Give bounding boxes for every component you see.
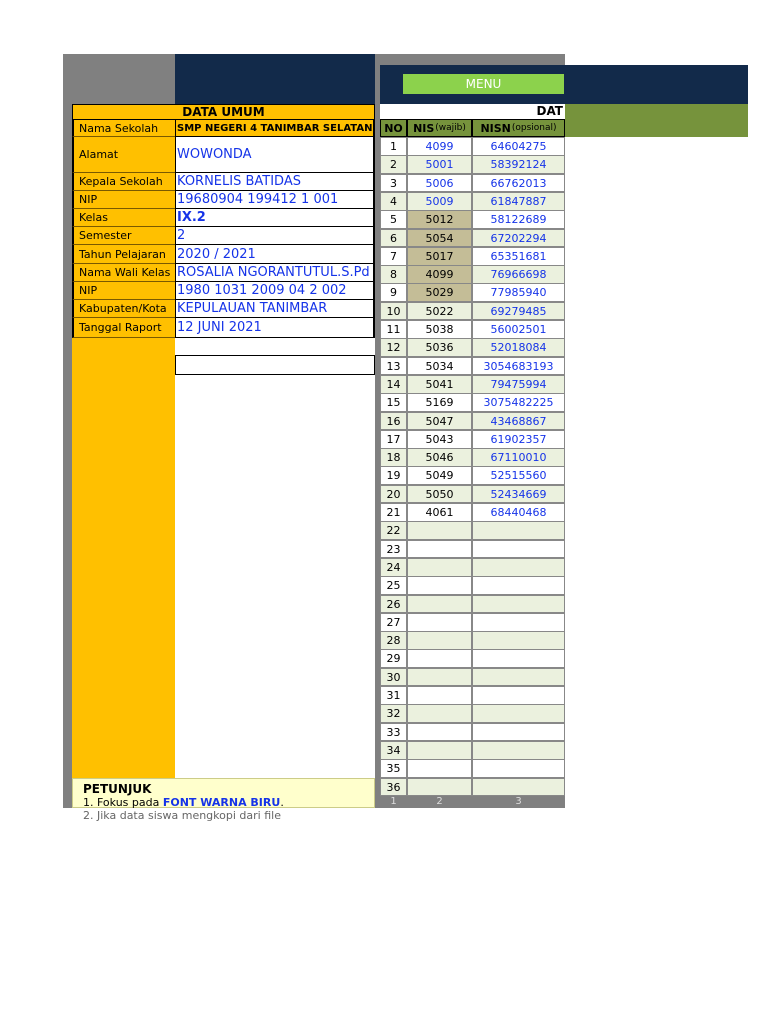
nisn-cell[interactable] xyxy=(472,595,565,614)
nis-cell[interactable] xyxy=(407,778,472,797)
menu-button[interactable]: MENU xyxy=(403,74,564,94)
nis-cell[interactable] xyxy=(407,576,472,595)
data-umum-title: DATA UMUM xyxy=(72,104,375,120)
row-number: 13 xyxy=(380,357,407,376)
nisn-cell[interactable]: 79475994 xyxy=(472,375,565,394)
nisn-cell[interactable]: 58392124 xyxy=(472,155,565,174)
nis-cell[interactable] xyxy=(407,558,472,577)
nis-cell[interactable]: 5169 xyxy=(407,393,472,412)
nis-cell[interactable] xyxy=(407,631,472,650)
nis-cell[interactable]: 5054 xyxy=(407,229,472,248)
row-number: 11 xyxy=(380,320,407,339)
row-number: 29 xyxy=(380,649,407,668)
column-header-nisn xyxy=(472,119,565,137)
nis-cell[interactable]: 5049 xyxy=(407,466,472,485)
row-number: 28 xyxy=(380,631,407,650)
row-number: 33 xyxy=(380,723,407,742)
field-value[interactable]: KEPULAUAN TANIMBAR xyxy=(175,300,375,318)
header-band-olive xyxy=(565,104,748,137)
nisn-cell[interactable] xyxy=(472,558,565,577)
data-siswa-title: DAT xyxy=(380,104,565,119)
row-number: 21 xyxy=(380,503,407,522)
petunjuk-line-1-bold: FONT WARNA BIRU xyxy=(162,796,281,809)
field-value[interactable]: KORNELIS BATIDAS xyxy=(175,173,375,191)
nis-cell[interactable]: 5038 xyxy=(407,320,472,339)
nisn-cell[interactable] xyxy=(472,576,565,595)
nisn-cell[interactable]: 61902357 xyxy=(472,430,565,449)
row-number: 5 xyxy=(380,210,407,229)
row-number: 8 xyxy=(380,265,407,284)
nis-cell[interactable] xyxy=(407,723,472,742)
nisn-cell[interactable]: 67110010 xyxy=(472,448,565,467)
column-number: 3 xyxy=(515,796,522,807)
nis-cell[interactable]: 4099 xyxy=(407,265,472,284)
nis-cell[interactable]: 5012 xyxy=(407,210,472,229)
row-number: 2 xyxy=(380,155,407,174)
nis-cell[interactable]: 5034 xyxy=(407,357,472,376)
column-header-nis xyxy=(407,119,472,137)
column-header-nis-label: NIS xyxy=(413,121,435,135)
row-number: 14 xyxy=(380,375,407,394)
row-number: 6 xyxy=(380,229,407,248)
field-value: SMP NEGERI 4 TANIMBAR SELATAN xyxy=(175,120,375,137)
nisn-cell[interactable] xyxy=(472,613,565,632)
nisn-cell[interactable] xyxy=(472,668,565,687)
nis-cell[interactable]: 5006 xyxy=(407,174,472,193)
field-label: Alamat xyxy=(72,137,175,173)
nisn-cell[interactable]: 66762013 xyxy=(472,174,565,193)
field-label: Tahun Pelajaran xyxy=(72,245,175,264)
nis-cell[interactable] xyxy=(407,595,472,614)
row-number: 31 xyxy=(380,686,407,705)
field-value[interactable]: 1980 1031 2009 04 2 002 xyxy=(175,282,375,300)
petunjuk-title: PETUNJUK xyxy=(83,782,152,796)
row-number: 22 xyxy=(380,521,407,540)
row-number: 4 xyxy=(380,192,407,211)
petunjuk-line-1 xyxy=(83,796,364,809)
row-number: 15 xyxy=(380,393,407,412)
row-number: 25 xyxy=(380,576,407,595)
nis-cell[interactable]: 5050 xyxy=(407,485,472,504)
nisn-cell[interactable]: 52018084 xyxy=(472,338,565,357)
row-number: 24 xyxy=(380,558,407,577)
nis-cell[interactable] xyxy=(407,540,472,559)
field-value[interactable]: 2020 / 2021 xyxy=(175,245,375,264)
petunjuk-box xyxy=(72,778,375,822)
nisn-cell[interactable]: 68440468 xyxy=(472,503,565,522)
field-value[interactable]: IX.2 xyxy=(175,209,375,227)
row-number: 1 xyxy=(380,137,407,156)
field-label: Kabupaten/Kota xyxy=(72,300,175,318)
nisn-cell[interactable]: 64604275 xyxy=(472,137,565,156)
field-value[interactable]: ROSALIA NGORANTUTUL.S.Pd xyxy=(175,264,375,282)
nisn-cell[interactable]: 65351681 xyxy=(472,247,565,266)
row-number: 17 xyxy=(380,430,407,449)
nis-cell[interactable] xyxy=(407,686,472,705)
field-label: Kepala Sekolah xyxy=(72,173,175,191)
nisn-cell[interactable]: 61847887 xyxy=(472,192,565,211)
petunjuk-line-1-prefix: 1. Fokus pada xyxy=(83,796,163,809)
nisn-cell[interactable]: 56002501 xyxy=(472,320,565,339)
field-label: Tanggal Raport xyxy=(72,318,175,338)
nis-cell[interactable]: 5017 xyxy=(407,247,472,266)
nis-cell[interactable]: 4099 xyxy=(407,137,472,156)
row-number: 30 xyxy=(380,668,407,687)
nisn-cell[interactable]: 52515560 xyxy=(472,466,565,485)
column-header-nisn-note: (opsional) xyxy=(511,123,557,133)
nisn-cell[interactable]: 69279485 xyxy=(472,302,565,321)
row-number: 16 xyxy=(380,412,407,431)
field-label: NIP xyxy=(72,282,175,300)
nis-cell[interactable]: 5029 xyxy=(407,283,472,302)
row-number: 34 xyxy=(380,741,407,760)
row-number: 20 xyxy=(380,485,407,504)
field-value[interactable]: WOWONDA xyxy=(175,137,375,173)
nis-cell[interactable]: 5001 xyxy=(407,155,472,174)
column-header-nis-note: (wajib) xyxy=(435,123,466,133)
row-number: 12 xyxy=(380,338,407,357)
nisn-cell[interactable] xyxy=(472,521,565,540)
row-number: 35 xyxy=(380,759,407,778)
petunjuk-line-2: 2. Jika data siswa mengkopi dari file xyxy=(83,809,281,822)
nis-cell[interactable]: 5009 xyxy=(407,192,472,211)
nis-cell[interactable] xyxy=(407,741,472,760)
field-label: NIP xyxy=(72,191,175,209)
row-number: 18 xyxy=(380,448,407,467)
nisn-cell[interactable]: 77985940 xyxy=(472,283,565,302)
nis-cell[interactable] xyxy=(407,649,472,668)
row-number: 9 xyxy=(380,283,407,302)
nis-cell[interactable] xyxy=(407,521,472,540)
row-number: 26 xyxy=(380,595,407,614)
nis-cell[interactable]: 5036 xyxy=(407,338,472,357)
nis-cell[interactable]: 5022 xyxy=(407,302,472,321)
column-number: 1 xyxy=(390,796,397,807)
column-header-no: NO xyxy=(380,119,407,137)
blank-input-cell[interactable] xyxy=(175,355,375,375)
field-value[interactable]: 12 JUNI 2021 xyxy=(175,318,375,338)
row-number: 32 xyxy=(380,704,407,723)
nisn-cell[interactable] xyxy=(472,723,565,742)
field-label: Semester xyxy=(72,227,175,245)
nis-cell[interactable] xyxy=(407,704,472,723)
field-value[interactable]: 2 xyxy=(175,227,375,245)
field-label: Nama Wali Kelas xyxy=(72,264,175,282)
field-label: Nama Sekolah xyxy=(72,120,175,137)
row-number: 36 xyxy=(380,778,407,797)
nisn-cell[interactable]: 52434669 xyxy=(472,485,565,504)
nisn-cell[interactable] xyxy=(472,704,565,723)
nis-cell[interactable]: 5041 xyxy=(407,375,472,394)
nisn-cell[interactable]: 3075482225 xyxy=(472,393,565,412)
nisn-cell[interactable]: 76966698 xyxy=(472,265,565,284)
row-number: 23 xyxy=(380,540,407,559)
nisn-cell[interactable] xyxy=(472,631,565,650)
nisn-cell[interactable] xyxy=(472,741,565,760)
nis-cell[interactable]: 5047 xyxy=(407,412,472,431)
nisn-cell[interactable] xyxy=(472,778,565,797)
nisn-cell[interactable] xyxy=(472,759,565,778)
row-number: 7 xyxy=(380,247,407,266)
nis-cell[interactable] xyxy=(407,613,472,632)
nis-cell[interactable] xyxy=(407,759,472,778)
nisn-cell[interactable] xyxy=(472,686,565,705)
nisn-cell[interactable]: 3054683193 xyxy=(472,357,565,376)
row-number: 10 xyxy=(380,302,407,321)
nis-cell[interactable]: 4061 xyxy=(407,503,472,522)
nis-cell[interactable]: 5046 xyxy=(407,448,472,467)
field-value[interactable]: 19680904 199412 1 001 xyxy=(175,191,375,209)
nisn-cell[interactable]: 58122689 xyxy=(472,210,565,229)
row-number: 3 xyxy=(380,174,407,193)
nisn-cell[interactable]: 67202294 xyxy=(472,229,565,248)
column-header-nisn-label: NISN xyxy=(480,121,511,135)
nis-cell[interactable] xyxy=(407,668,472,687)
field-label: Kelas xyxy=(72,209,175,227)
header-band-left xyxy=(175,54,375,104)
column-number: 2 xyxy=(436,796,443,807)
nisn-cell[interactable] xyxy=(472,540,565,559)
petunjuk-line-1-suffix: . xyxy=(280,796,284,809)
row-number: 27 xyxy=(380,613,407,632)
nisn-cell[interactable] xyxy=(472,649,565,668)
nis-cell[interactable]: 5043 xyxy=(407,430,472,449)
row-number: 19 xyxy=(380,466,407,485)
nisn-cell[interactable]: 43468867 xyxy=(472,412,565,431)
